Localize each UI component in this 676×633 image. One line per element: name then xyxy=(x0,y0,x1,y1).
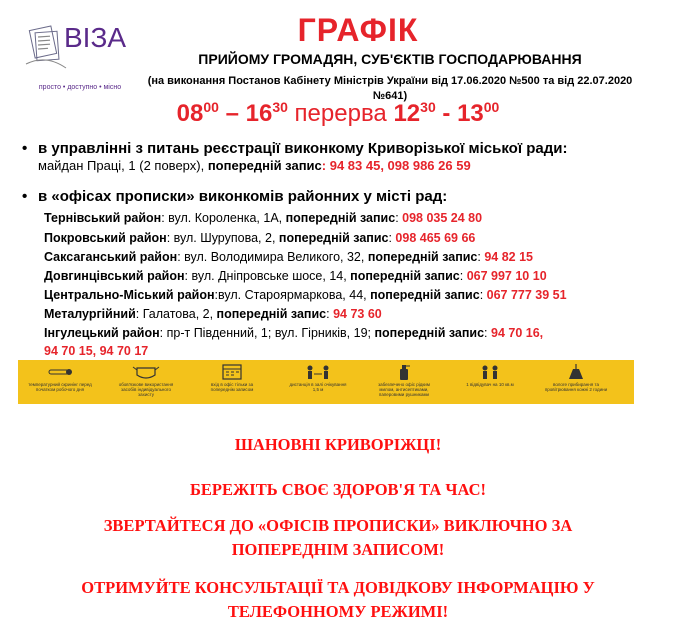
district-name: Металургійний xyxy=(44,307,136,321)
district-row: Довгинцівський район: вул. Дніпровське шосе, 14, попередній запис: 067 997 10 10 xyxy=(44,269,547,283)
safety-item xyxy=(368,360,440,404)
section1-phones: : 94 83 45, 098 986 26 59 xyxy=(321,158,471,173)
hours-dash: – xyxy=(218,100,246,127)
district-address: : Галатова, 2, xyxy=(135,307,217,321)
warning-phone-line2: ТЕЛЕФОННОМУ РЕЖИМІ! xyxy=(227,602,449,621)
safety-rules-strip xyxy=(18,360,634,404)
district-appt-label: попередній запис xyxy=(374,326,485,340)
district-name: Центрально-Міський район xyxy=(44,288,215,302)
safety-item xyxy=(454,360,526,404)
district-row: Інгулецький район: пр-т Південний, 1; вул. Гірників, 19; попередній запис: 94 70 16, xyxy=(44,326,544,340)
safety-item xyxy=(540,360,612,404)
end-minutes: 30 xyxy=(272,99,288,115)
district-address: :вул. Староярмаркова, 44, xyxy=(214,288,371,302)
district-phone: 94 70 16, xyxy=(491,326,544,340)
section1-address: майдан Праці, 1 (2 поверх), xyxy=(38,158,208,173)
break-label: перерва xyxy=(287,100,394,127)
district-appt-label: попередній запис xyxy=(285,211,396,225)
page-title: ГРАФІК xyxy=(297,12,419,48)
section1-heading-text: в управлінні з питань реєстрації виконкому Криворізької міської ради: xyxy=(38,140,568,157)
decree-line-1: (на виконання Постанов Кабінету Міністрів України від 17.06.2020 №500 та від 22.07.2020 xyxy=(147,75,633,87)
safety-caption: дистанція в залі очікування 1,5 м xyxy=(289,382,347,392)
safety-item xyxy=(282,360,354,404)
warning-appointment-line1: ЗВЕРТАЙТЕСЯ ДО «ОФІСІВ ПРОПИСКИ» ВИКЛЮЧНО ЗА xyxy=(103,516,573,535)
district-phone: 098 035 24 80 xyxy=(402,211,483,225)
calendar-icon xyxy=(217,363,247,381)
working-hours xyxy=(0,99,676,128)
extra-phones: 94 70 15, 94 70 17 xyxy=(44,344,149,358)
section-registration-address xyxy=(38,158,471,173)
break-end-minutes: 00 xyxy=(483,99,500,115)
district-extra-phones xyxy=(44,343,148,360)
safety-caption: забезпечено офіс рідким милом, антисептиками, паперовими рушниками xyxy=(378,382,430,397)
district-name: Інгулецький район xyxy=(44,326,160,340)
district-row: Тернівський район: вул. Короленка, 1А, попередній запис: 098 035 24 80 xyxy=(44,211,483,225)
end-hour: 16 xyxy=(245,100,273,127)
district-appt-label: попередній запис xyxy=(370,288,480,302)
decree-line-2: №641) xyxy=(372,90,408,102)
district-row: Металургійний: Галатова, 2, попередній запис: 94 73 60 xyxy=(44,307,382,321)
section-registration-heading xyxy=(22,140,567,157)
district-phone: 94 82 15 xyxy=(484,250,534,264)
page-subtitle: ПРИЙОМУ ГРОМАДЯН, СУБ'ЄКТІВ ГОСПОДАРЮВАННЯ xyxy=(198,51,582,67)
safety-item xyxy=(110,360,182,404)
district-appt-label: попередній запис xyxy=(278,231,389,245)
start-minutes: 00 xyxy=(203,99,219,115)
safety-caption: 1 відвідувач на 10 кв.м xyxy=(466,382,514,387)
district-appt-label: попередній запис xyxy=(367,250,478,264)
safety-caption: температурний скринінг перед початком робочого дня xyxy=(28,382,92,392)
district-name: Саксаганський район xyxy=(44,250,178,264)
district-name: Довгинцівський район xyxy=(44,269,185,283)
district-phone: 94 73 60 xyxy=(333,307,382,321)
section1-appt-label: попередній запис xyxy=(207,158,322,173)
safety-item xyxy=(196,360,268,404)
break-start-hour: 12 xyxy=(393,100,421,127)
logo-brand: ВІЗА xyxy=(64,22,127,53)
thermometer-icon xyxy=(45,363,75,381)
safety-caption: вхід в офіс тільки за попереднім записом xyxy=(210,382,254,392)
district-appt-label: попередній запис xyxy=(216,307,327,321)
district-phone: 067 777 39 51 xyxy=(486,288,567,302)
bullet-icon: • xyxy=(22,188,28,205)
safety-caption: обов'язкове використання засобів індивідуального захисту xyxy=(118,382,174,397)
section2-heading-text: в «офісах прописки» виконкомів районних у місті рад: xyxy=(38,188,448,205)
district-address: : вул. Шурупова, 2, xyxy=(166,231,279,245)
warning-phone-line1: ОТРИМУЙТЕ КОНСУЛЬТАЦІЇ ТА ДОВІДКОВУ ІНФОРМАЦІЮ У xyxy=(81,578,595,597)
mask-icon xyxy=(131,363,161,381)
bullet-icon: • xyxy=(22,140,28,157)
district-name: Покровський район xyxy=(44,231,167,245)
break-start-minutes: 30 xyxy=(420,99,436,115)
district-phone: 098 465 69 66 xyxy=(395,231,476,245)
district-row: Покровський район: вул. Шурупова, 2, попередній запис: 098 465 69 66 xyxy=(44,231,476,245)
district-name: Тернівський район xyxy=(44,211,162,225)
district-address: : вул. Короленка, 1А, xyxy=(161,211,286,225)
warning-greeting: ШАНОВНІ КРИВОРІЖЦІ! xyxy=(234,435,442,454)
district-row: Центрально-Міський район:вул. Староярмаркова, 44, попередній запис: 067 777 39 51 xyxy=(44,288,567,302)
district-address: : вул. Володимира Великого, 32, xyxy=(177,250,368,264)
cleaning-icon xyxy=(561,363,591,381)
district-address: : пр-т Південний, 1; вул. Гірників, 19; xyxy=(159,326,375,340)
sanitizer-icon xyxy=(389,363,419,381)
district-appt-label: попередній запис xyxy=(350,269,460,283)
district-phone: 067 997 10 10 xyxy=(466,269,547,283)
safety-item xyxy=(24,360,96,404)
safety-caption: вологе прибирання та провітрювання кожні 2 години xyxy=(544,382,608,392)
warning-appointment-line2: ПОПЕРЕДНІМ ЗАПИСОМ! xyxy=(231,540,445,559)
district-row: Саксаганський район: вул. Володимира Великого, 32, попередній запис: 94 82 15 xyxy=(44,250,534,264)
warning-health: БЕРЕЖІТЬ СВОЄ ЗДОРОВ'Я ТА ЧАС! xyxy=(189,480,487,499)
section-offices-heading xyxy=(22,188,447,205)
logo-tagline: просто • доступно • місно xyxy=(38,84,122,91)
break-end-hour: 13 xyxy=(457,100,484,127)
distance-icon xyxy=(303,363,333,381)
people-icon xyxy=(475,363,505,381)
break-dash: - xyxy=(435,100,458,127)
start-hour: 08 xyxy=(176,100,204,127)
district-address: : вул. Дніпровське шосе, 14, xyxy=(184,269,351,283)
